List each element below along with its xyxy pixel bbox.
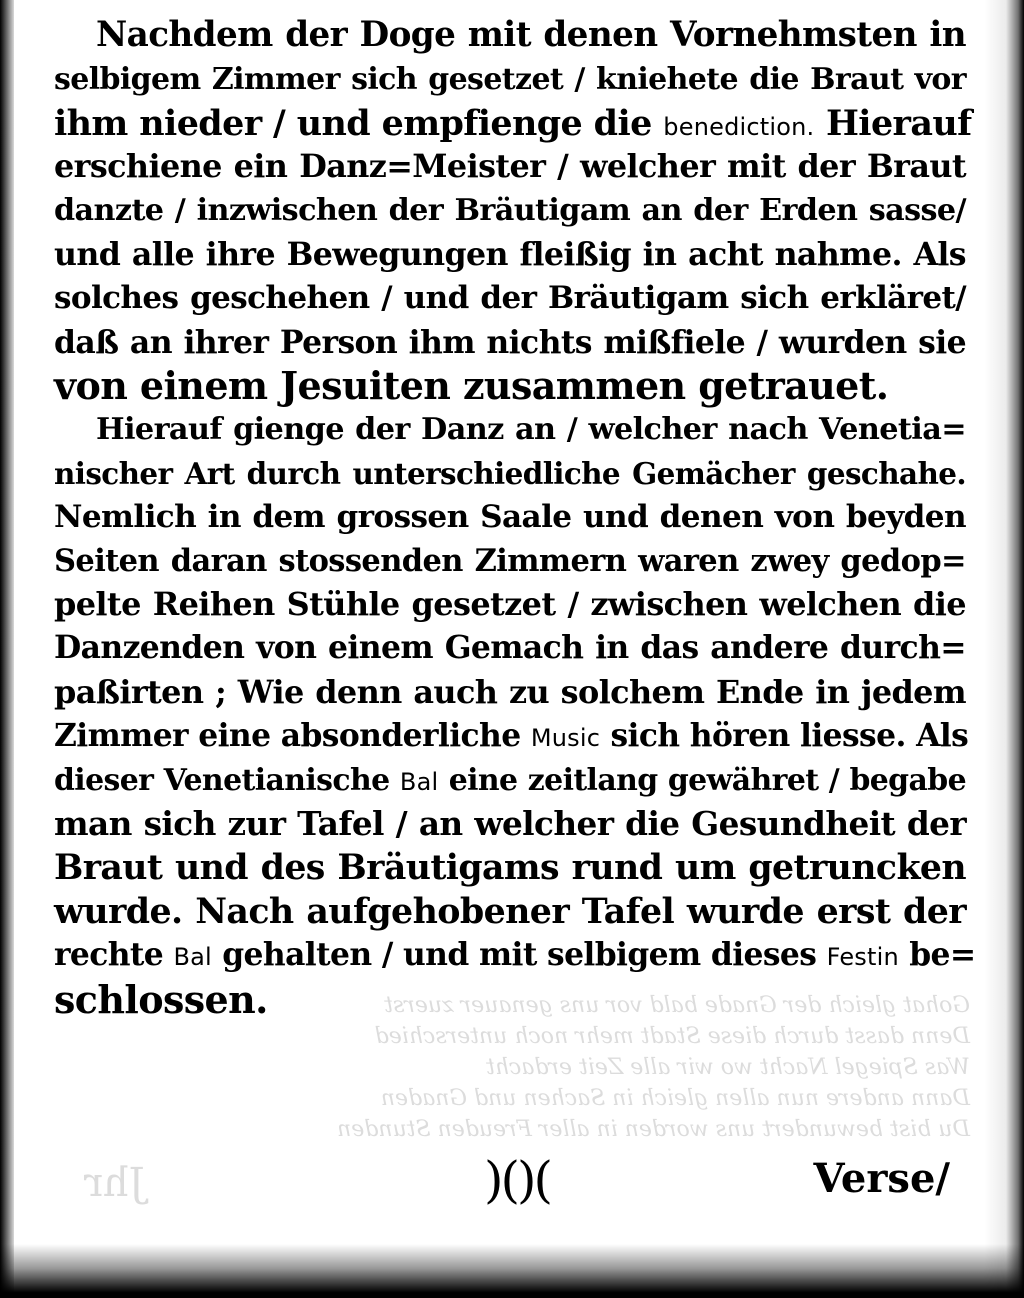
text-line [54, 934, 976, 978]
text-line: pelte Reihen Stühle gesetzet / zwischen welchen die [54, 585, 966, 624]
text-line: man sich zur Tafel / an welcher die Gesundheit der [54, 804, 966, 844]
text-line: wurde. Nach aufgehobener Tafel wurde erst der [54, 890, 966, 932]
latin-term: Music [530, 723, 601, 752]
text-line: Danzenden von einem Gemach in das andere durch= [54, 630, 966, 667]
text-line: und alle ihre Bewegungen fleißig in acht nahme. Als [54, 235, 966, 273]
signature-mark: )()( [484, 1151, 551, 1209]
text-line: paßirten ; Wie denn auch zu solchem Ende in jedem [54, 672, 966, 711]
text-span: sich hören liesse. Als [610, 717, 969, 754]
text-line: nischer Art durch unterschiedliche Gemächer geschahe. [54, 455, 966, 491]
text-span: Hierauf [825, 102, 972, 144]
scan-edge-left [0, 0, 14, 1298]
text-line: Seiten daran stossenden Zimmern waren zwey gedop= [54, 542, 966, 579]
text-line: selbigem Zimmer sich gesetzet / kniehete die Braut vor [54, 61, 966, 97]
text-span: be= [909, 936, 976, 973]
text-span: Zimmer eine absonderliche [54, 717, 521, 754]
text-span: eine zeitlang gewähret / begabe [448, 762, 967, 798]
text-line: Hierauf gienge der Danz an / welcher nach Venetia= [96, 412, 966, 448]
text-line [54, 102, 972, 146]
text-line: schlossen. [54, 976, 268, 1022]
latin-term: Bal [173, 942, 212, 971]
text-line: daß an ihrer Person ihm nichts mißfiele / wurden sie [54, 323, 966, 361]
page-footer [0, 1152, 1024, 1212]
latin-term: Festin [826, 942, 899, 971]
text-span: rechte [54, 936, 164, 973]
text-line: solches geschehen / und der Bräutigam sich erkläret/ [54, 279, 966, 316]
paragraph [54, 408, 976, 1022]
scan-edge-bottom [0, 1244, 1024, 1298]
body-text [54, 14, 976, 1022]
catchword: Verse/ [813, 1155, 950, 1202]
latin-term: benediction. [663, 112, 815, 141]
text-line: Braut und des Bräutigams rund um getruncken [54, 847, 966, 889]
show-through-catchword: Jhr [84, 1160, 145, 1206]
text-span: gehalten / und mit selbigem dieses [222, 936, 817, 973]
scan-edge-right [984, 0, 1024, 1298]
text-line [54, 715, 969, 759]
show-through-text: Gohat gleich der Gnade bald vor uns genauer zuerst Denn dasst durch diese Stadt mehr noch unterschied Was Spiegel Nacht wo wir alle Zeit erdacht Dann andere nun allen gleich in Sachen und Gnaden Du bist bewundert uns worden in aller Freuden Stunden [337, 993, 970, 1142]
text-line: erschiene ein Danz=Meister / welcher mit der Braut [54, 147, 966, 186]
paragraph [54, 14, 972, 409]
text-line: danzte / inzwischen der Bräutigam an der Erden sasse/ [54, 193, 966, 229]
text-line: von einem Jesuiten zusammen getrauet. [54, 363, 889, 409]
text-line [54, 759, 966, 803]
text-line: Nemlich in dem grossen Saale und denen von beyden [54, 498, 966, 535]
text-line: Nachdem der Doge mit denen Vornehmsten in [96, 15, 966, 55]
text-span: dieser Venetianische [54, 762, 390, 798]
latin-term: Bal [399, 767, 439, 796]
text-span: ihm nieder / und empfienge die [54, 102, 652, 144]
